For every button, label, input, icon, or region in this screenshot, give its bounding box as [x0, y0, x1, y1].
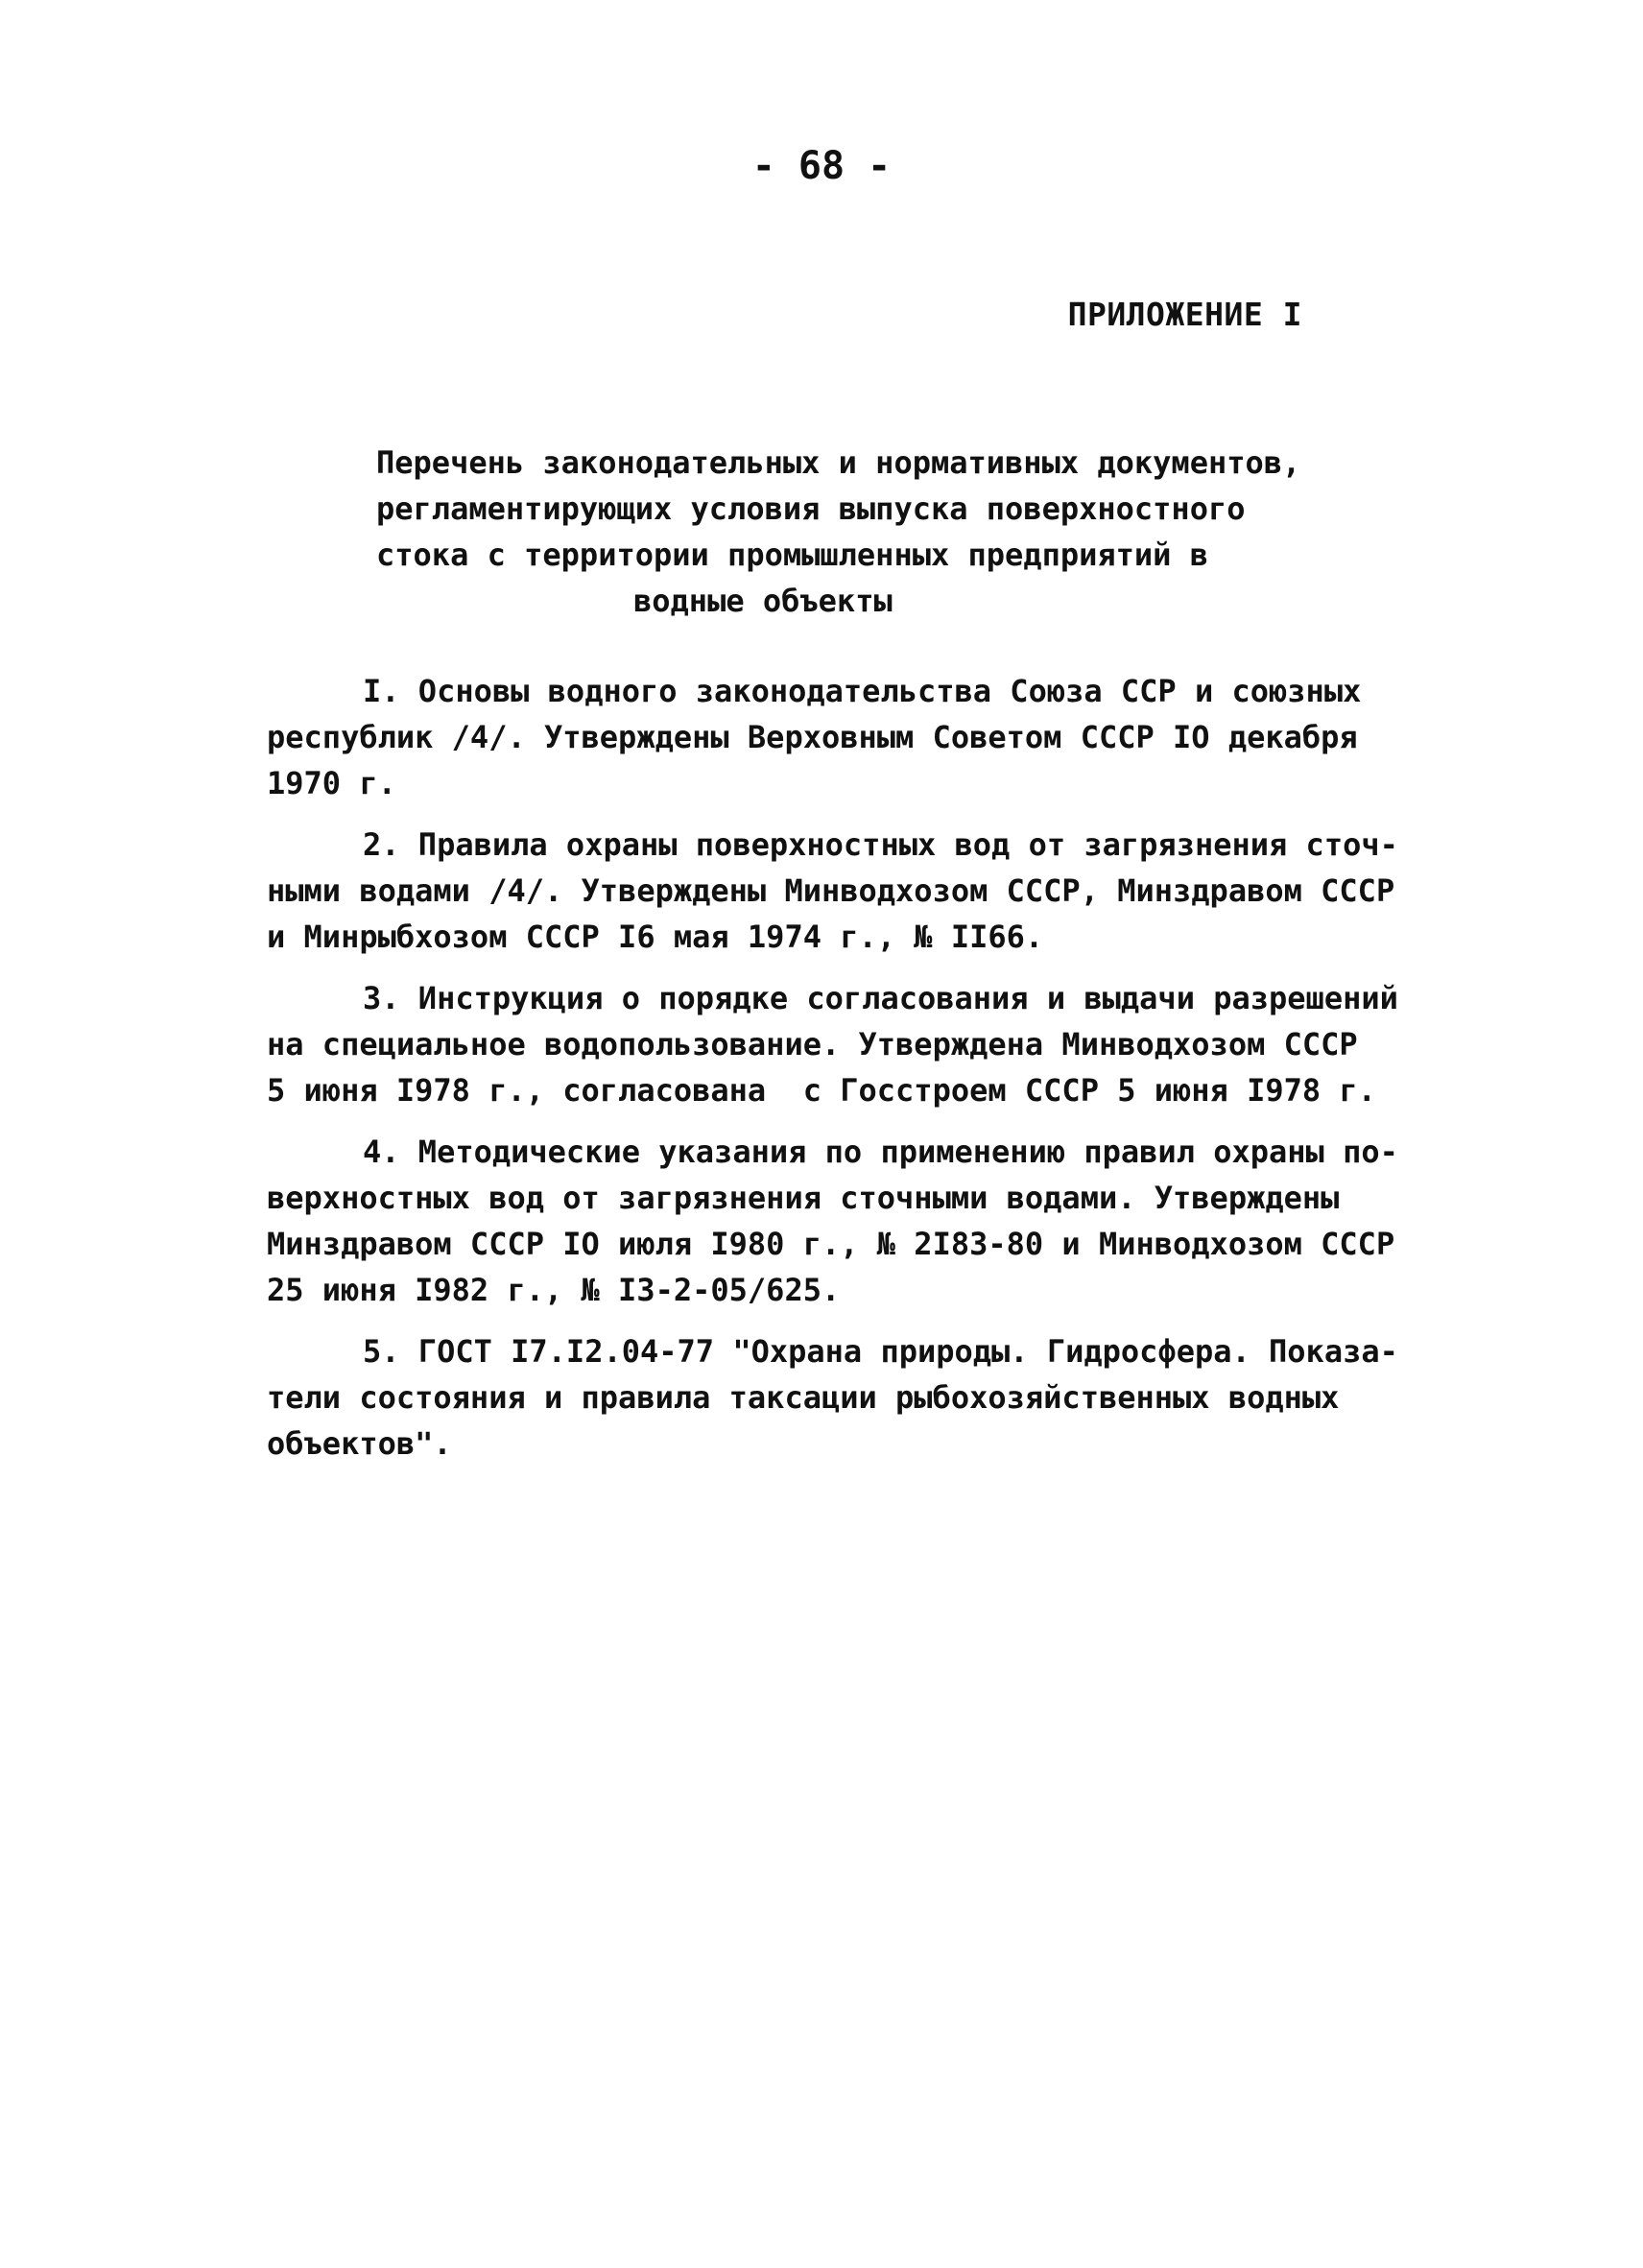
item-line: верхностных вод от загрязнения сточными водами. Утверждены: [267, 1180, 1340, 1216]
page-number: - 68 -: [751, 144, 892, 188]
item-line: 1970 г.: [267, 765, 396, 801]
item-line: республик /4/. Утверждены Верховным Советом СССР IO декабря: [267, 719, 1358, 755]
list-item: [267, 668, 1409, 806]
item-line: на специальное водопользование. Утверждена Минводхозом СССР: [267, 1026, 1358, 1062]
item-line: 5. ГОСТ I7.I2.04-77 "Охрана природы. Гидросфера. Показа-: [363, 1333, 1398, 1370]
item-line: 2. Правила охраны поверхностных вод от загрязнения сточ-: [363, 826, 1398, 863]
item-line: 3. Инструкция о порядке согласования и выдачи разрешений: [363, 980, 1398, 1016]
list-item: [267, 1129, 1409, 1313]
item-line: объектов".: [267, 1425, 452, 1462]
list-item: [267, 975, 1409, 1113]
item-line: ными водами /4/. Утверждены Минводхозом СССР, Минздравом СССР: [267, 872, 1395, 909]
title-line: Перечень законодательных и нормативных документов,: [376, 444, 1301, 481]
list-item: [267, 822, 1409, 960]
item-line: Минздравом СССР IO июля I980 г., № 2I83-80 и Минводхозом СССР: [267, 1226, 1395, 1262]
item-line: 25 июня I982 г., № I3-2-05/625.: [267, 1272, 841, 1308]
item-line: I. Основы водного законодательства Союза ССР и союзных: [363, 673, 1362, 709]
title-line: регламентирующих условия выпуска поверхностного: [376, 490, 1246, 527]
item-line: 4. Методические указания по применению правил охраны по-: [363, 1134, 1398, 1170]
item-line: и Минрыбхозом СССР I6 мая 1974 г., № II66.: [267, 919, 1044, 955]
document-list: [267, 668, 1409, 1482]
item-line: тели состояния и правила таксации рыбохозяйственных водных: [267, 1379, 1340, 1416]
item-line: 5 июня I978 г., согласована с Госстроем СССР 5 июня I978 г.: [267, 1072, 1376, 1109]
title-line: стока с территории промышленных предприятий в: [376, 537, 1208, 573]
list-item: [267, 1328, 1409, 1467]
appendix-label: ПРИЛОЖЕНИЕ I: [1067, 296, 1302, 333]
title-line: водные объекты: [633, 583, 893, 619]
document-title: [376, 440, 1336, 624]
